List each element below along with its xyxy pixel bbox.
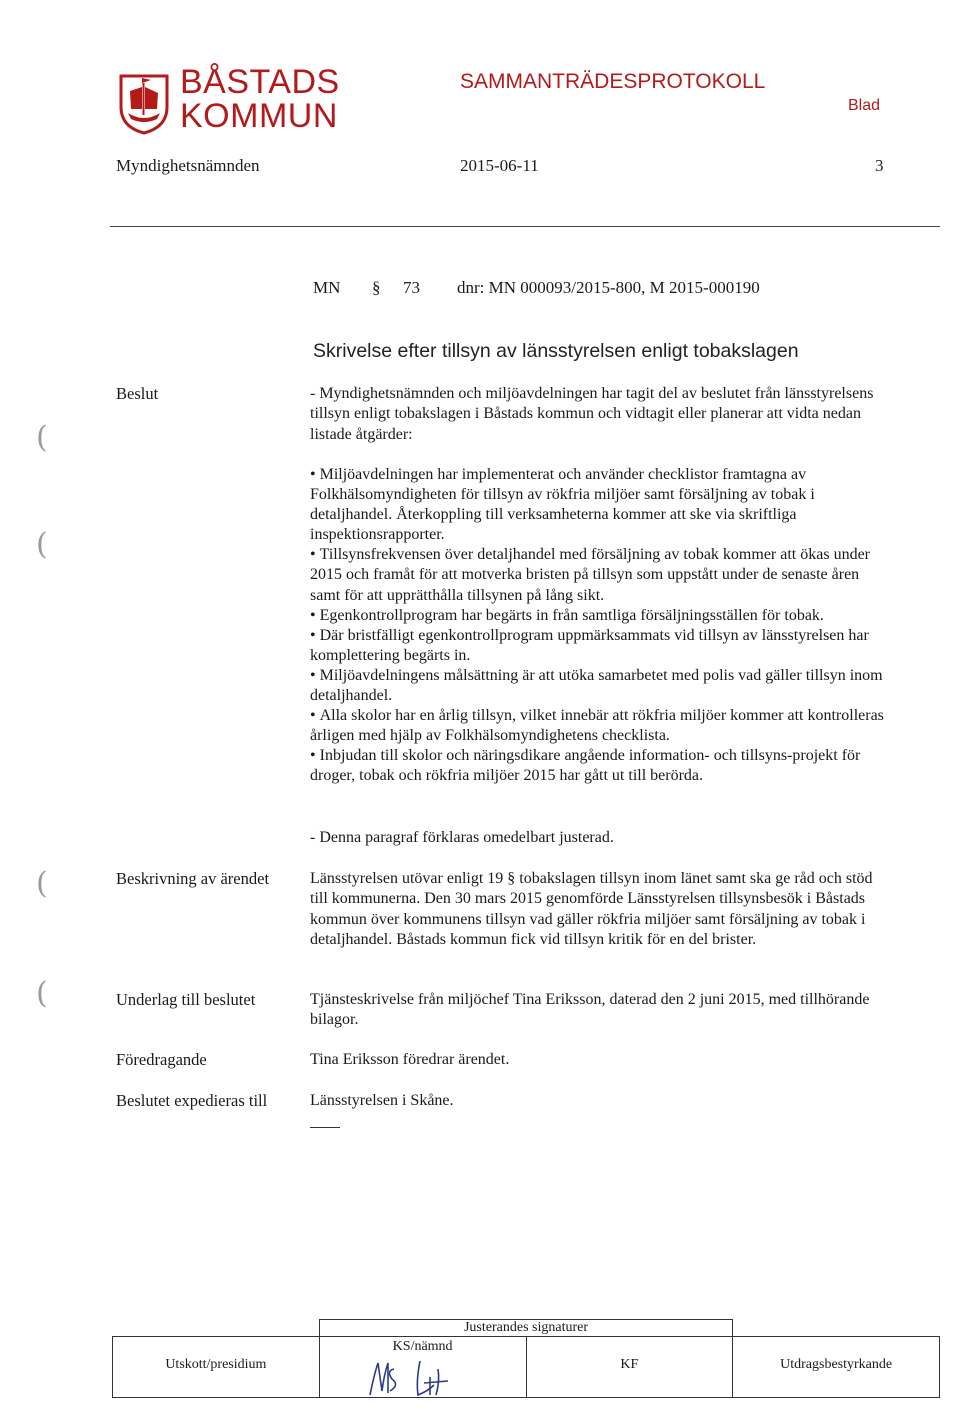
logo-wordmark-line1: BÅSTADS xyxy=(180,63,340,101)
committee-name: Myndighetsnämnden xyxy=(116,156,260,175)
signature-table xyxy=(112,1319,940,1398)
reference-body: MN xyxy=(313,278,341,297)
meeting-date: 2015-06-11 xyxy=(460,156,539,175)
decision-closing: - Denna paragraf förklaras omedelbart justerad. xyxy=(310,829,614,846)
decision-intro: - Myndighetsnämnden och miljöavdelningen har tagit del av beslutet från länsstyrelsens tillsyn enligt tobakslagen i Båstads kommun och vidtagit eller planerar att vidta nedan listade åtgärder: xyxy=(310,385,874,443)
description-label: Beskrivning av ärendet xyxy=(116,869,270,888)
presenter-text: Tina Eriksson föredrar ärendet. xyxy=(310,1051,510,1068)
binder-hole-mark: ( xyxy=(36,866,48,901)
header-divider xyxy=(110,226,940,227)
presenter-label: Föredragande xyxy=(116,1050,207,1069)
end-rule xyxy=(310,1127,340,1128)
description-text: Länsstyrelsen utövar enligt 19 § tobakslagen tillsyn inom länet samt ska ge råd och stöd till kommunerna. Den 30 mars 2015 genomförde Länsstyrelsen tillsynsbesök i Båstads kommun över kommunens tillsyn vad gäller rökfria miljöer samt försäljning av tobak i detaljhandel. Båstads kommun fick vid tillsyn kritik för en del brister. xyxy=(310,870,873,948)
sheet-label: Blad xyxy=(847,97,880,114)
list-item: • Egenkontrollprogram har begärts in från samtliga försäljningsställen för tobak. xyxy=(310,606,824,624)
basis-label: Underlag till beslutet xyxy=(116,990,256,1009)
measures-list xyxy=(310,465,890,787)
section-number: 73 xyxy=(403,278,420,297)
dispatch-label: Beslutet expedieras till xyxy=(116,1091,268,1110)
signature-column-board: KS/nämnd xyxy=(319,1337,526,1398)
municipality-logo-emblem xyxy=(118,73,170,135)
list-item: • Miljöavdelningen har implementerat och använder checklistor framtagna av Folkhälsomyndigheten för tillsyn av rökfria miljöer samt försäljning av tobak i detaljhandel. Återkoppling till verksamheterna kommer att ske via skriftliga inspektionsrapporter. xyxy=(310,466,815,544)
logo-wordmark-line2: KOMMUN xyxy=(180,97,338,135)
page-number: 3 xyxy=(875,156,884,175)
list-item: • Miljöavdelningens målsättning är att utöka samarbetet med polis vad gäller tillsyn inom detaljhandel. xyxy=(310,666,883,705)
list-item: • Där bristfälligt egenkontrollprogram uppmärksammats vid tillsyn av länsstyrelsen har komplettering begärts in. xyxy=(310,626,869,664)
list-item: • Inbjudan till skolor och näringsdikare angående information- och tillsyns-projekt för droger, tobak och rökfria miljöer 2015 har gått ut till berörda. xyxy=(310,747,861,785)
case-title: Skrivelse efter tillsyn av länsstyrelsen enligt tobakslagen xyxy=(313,340,799,362)
dispatch-text: Länsstyrelsen i Skåne. xyxy=(310,1092,454,1109)
document-type: SAMMANTRÄDESPROTOKOLL xyxy=(460,70,766,93)
section-symbol: § xyxy=(372,278,381,297)
signature-column-extract: Utdragsbestyrkande xyxy=(733,1337,940,1398)
signature-column-committee: Utskott/presidium xyxy=(113,1337,320,1398)
signature-column-council: KF xyxy=(526,1337,733,1398)
binder-hole-mark: ( xyxy=(36,420,48,455)
decision-label: Beslut xyxy=(116,384,159,403)
basis-text: Tjänsteskrivelse från miljöchef Tina Eriksson, daterad den 2 juni 2015, med tillhörande bilagor. xyxy=(310,991,870,1029)
signature-heading: Justerandes signaturer xyxy=(319,1320,733,1337)
binder-hole-mark: ( xyxy=(36,527,48,562)
list-item: • Alla skolor har en årlig tillsyn, vilket innebär att rökfria miljöer kommer att kontrolleras årligen med hjälp av Folkhälsomyndighetens checklista. xyxy=(310,707,884,745)
binder-hole-mark: ( xyxy=(36,976,48,1011)
handwritten-initials xyxy=(364,1355,474,1401)
list-item: • Tillsynsfrekvensen över detaljhandel med försäljning av tobak kommer att ökas under 2015 och framåt för att motverka bristen på tillsyn som uppstått under de senaste åren samt för att upprätthålla tillsynen på lång sikt. xyxy=(310,546,870,604)
diary-number: dnr: MN 000093/2015-800, M 2015-000190 xyxy=(457,278,760,297)
